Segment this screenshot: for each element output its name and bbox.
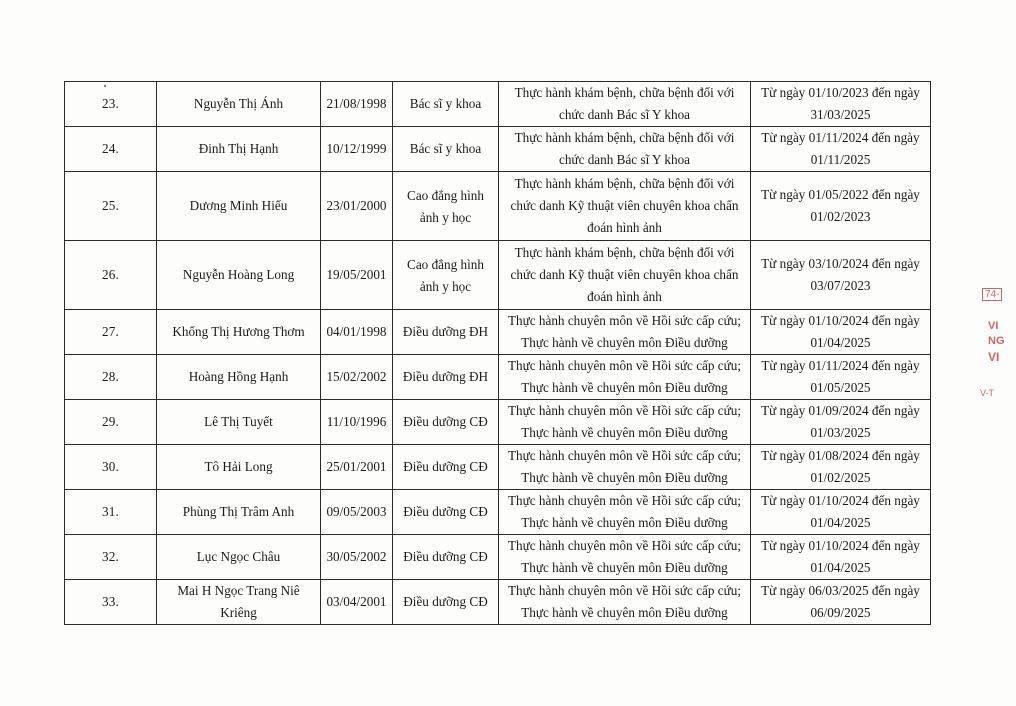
date-of-birth: 19/05/2001 bbox=[321, 241, 393, 310]
full-name: Nguyễn Thị Ánh bbox=[157, 82, 321, 127]
full-name: Tô Hải Long bbox=[157, 445, 321, 490]
practice-period: Từ ngày 01/09/2024 đến ngày 01/03/2025 bbox=[751, 400, 931, 445]
full-name: Hoàng Hồng Hạnh bbox=[157, 355, 321, 400]
practice-content: Thực hành khám bệnh, chữa bệnh đối với chức danh Bác sĩ Y khoa bbox=[499, 127, 751, 172]
practice-period: Từ ngày 06/03/2025 đến ngày 06/09/2025 bbox=[751, 580, 931, 625]
stamp-text: 74- bbox=[982, 288, 1002, 301]
stamp-text: VI bbox=[988, 350, 1000, 364]
table-row bbox=[65, 310, 931, 355]
practice-period: Từ ngày 01/11/2024 đến ngày 01/05/2025 bbox=[751, 355, 931, 400]
table-row bbox=[65, 355, 931, 400]
full-name: Lê Thị Tuyết bbox=[157, 400, 321, 445]
full-name: Đinh Thị Hạnh bbox=[157, 127, 321, 172]
table-row bbox=[65, 241, 931, 310]
row-number: 23. bbox=[65, 82, 157, 127]
row-number: 33. bbox=[65, 580, 157, 625]
row-number: 32. bbox=[65, 535, 157, 580]
practice-content: Thực hành chuyên môn về Hồi sức cấp cứu; Thực hành về chuyên môn Điều dưỡng bbox=[499, 445, 751, 490]
qualification: Bác sĩ y khoa bbox=[393, 127, 499, 172]
stamp-text: V-T bbox=[980, 388, 995, 398]
qualification: Điều dưỡng CĐ bbox=[393, 400, 499, 445]
date-of-birth: 03/04/2001 bbox=[321, 580, 393, 625]
qualification: Điều dưỡng CĐ bbox=[393, 445, 499, 490]
practice-content: Thực hành chuyên môn về Hồi sức cấp cứu; Thực hành về chuyên môn Điều dưỡng bbox=[499, 580, 751, 625]
practice-content: Thực hành khám bệnh, chữa bệnh đối với chức danh Kỹ thuật viên chuyên khoa chẩn đoán hình ảnh bbox=[499, 241, 751, 310]
full-name: Nguyễn Hoàng Long bbox=[157, 241, 321, 310]
row-number: 30. bbox=[65, 445, 157, 490]
qualification: Cao đẳng hình ảnh y học bbox=[393, 241, 499, 310]
practice-content: Thực hành chuyên môn về Hồi sức cấp cứu; Thực hành về chuyên môn Điều dưỡng bbox=[499, 400, 751, 445]
practice-period: Từ ngày 01/05/2022 đến ngày 01/02/2023 bbox=[751, 172, 931, 241]
practice-content: Thực hành khám bệnh, chữa bệnh đối với chức danh Kỹ thuật viên chuyên khoa chẩn đoán hình ảnh bbox=[499, 172, 751, 241]
row-number: 25. bbox=[65, 172, 157, 241]
qualification: Điều dưỡng ĐH bbox=[393, 310, 499, 355]
table-row bbox=[65, 580, 931, 625]
practice-content: Thực hành chuyên môn về Hồi sức cấp cứu; Thực hành về chuyên môn Điều dưỡng bbox=[499, 310, 751, 355]
date-of-birth: 23/01/2000 bbox=[321, 172, 393, 241]
date-of-birth: 09/05/2003 bbox=[321, 490, 393, 535]
full-name: Lục Ngọc Châu bbox=[157, 535, 321, 580]
stamp-text: VI bbox=[988, 320, 999, 332]
practice-content: Thực hành chuyên môn về Hồi sức cấp cứu; Thực hành về chuyên môn Điều dưỡng bbox=[499, 535, 751, 580]
full-name: Mai H Ngọc Trang Niê Kriêng bbox=[157, 580, 321, 625]
qualification: Bác sĩ y khoa bbox=[393, 82, 499, 127]
date-of-birth: 25/01/2001 bbox=[321, 445, 393, 490]
row-number: 26. bbox=[65, 241, 157, 310]
table-row bbox=[65, 490, 931, 535]
date-of-birth: 15/02/2002 bbox=[321, 355, 393, 400]
practice-content: Thực hành chuyên môn về Hồi sức cấp cứu; Thực hành về chuyên môn Điều dưỡng bbox=[499, 490, 751, 535]
full-name: Phùng Thị Trâm Anh bbox=[157, 490, 321, 535]
date-of-birth: 30/05/2002 bbox=[321, 535, 393, 580]
row-number: 27. bbox=[65, 310, 157, 355]
table-row bbox=[65, 535, 931, 580]
qualification: Điều dưỡng ĐH bbox=[393, 355, 499, 400]
date-of-birth: 10/12/1999 bbox=[321, 127, 393, 172]
date-of-birth: 11/10/1996 bbox=[321, 400, 393, 445]
qualification: Điều dưỡng CĐ bbox=[393, 535, 499, 580]
practice-period: Từ ngày 01/10/2024 đến ngày 01/04/2025 bbox=[751, 490, 931, 535]
row-number: 28. bbox=[65, 355, 157, 400]
table-row bbox=[65, 127, 931, 172]
qualification: Điều dưỡng CĐ bbox=[393, 490, 499, 535]
red-stamp-fragment bbox=[976, 288, 1016, 408]
row-number: 29. bbox=[65, 400, 157, 445]
practice-period: Từ ngày 03/10/2024 đến ngày 03/07/2023 bbox=[751, 241, 931, 310]
practice-period: Từ ngày 01/08/2024 đến ngày 01/02/2025 bbox=[751, 445, 931, 490]
table-row bbox=[65, 172, 931, 241]
row-number: 24. bbox=[65, 127, 157, 172]
practitioner-table bbox=[64, 81, 931, 625]
date-of-birth: 21/08/1998 bbox=[321, 82, 393, 127]
row-number: 31. bbox=[65, 490, 157, 535]
table-row bbox=[65, 400, 931, 445]
table-row bbox=[65, 82, 931, 127]
practice-period: Từ ngày 01/10/2024 đến ngày 01/04/2025 bbox=[751, 535, 931, 580]
qualification: Điều dưỡng CĐ bbox=[393, 580, 499, 625]
stamp-text: NG bbox=[988, 335, 1005, 347]
practice-period: Từ ngày 01/10/2023 đến ngày 31/03/2025 bbox=[751, 82, 931, 127]
practice-period: Từ ngày 01/10/2024 đến ngày 01/04/2025 bbox=[751, 310, 931, 355]
date-of-birth: 04/01/1998 bbox=[321, 310, 393, 355]
practice-content: Thực hành chuyên môn về Hồi sức cấp cứu; Thực hành về chuyên môn Điều dưỡng bbox=[499, 355, 751, 400]
full-name: Khổng Thị Hương Thơm bbox=[157, 310, 321, 355]
qualification: Cao đẳng hình ảnh y học bbox=[393, 172, 499, 241]
table-row bbox=[65, 445, 931, 490]
practice-content: Thực hành khám bệnh, chữa bệnh đối với chức danh Bác sĩ Y khoa bbox=[499, 82, 751, 127]
full-name: Dương Minh Hiếu bbox=[157, 172, 321, 241]
practice-period: Từ ngày 01/11/2024 đến ngày 01/11/2025 bbox=[751, 127, 931, 172]
